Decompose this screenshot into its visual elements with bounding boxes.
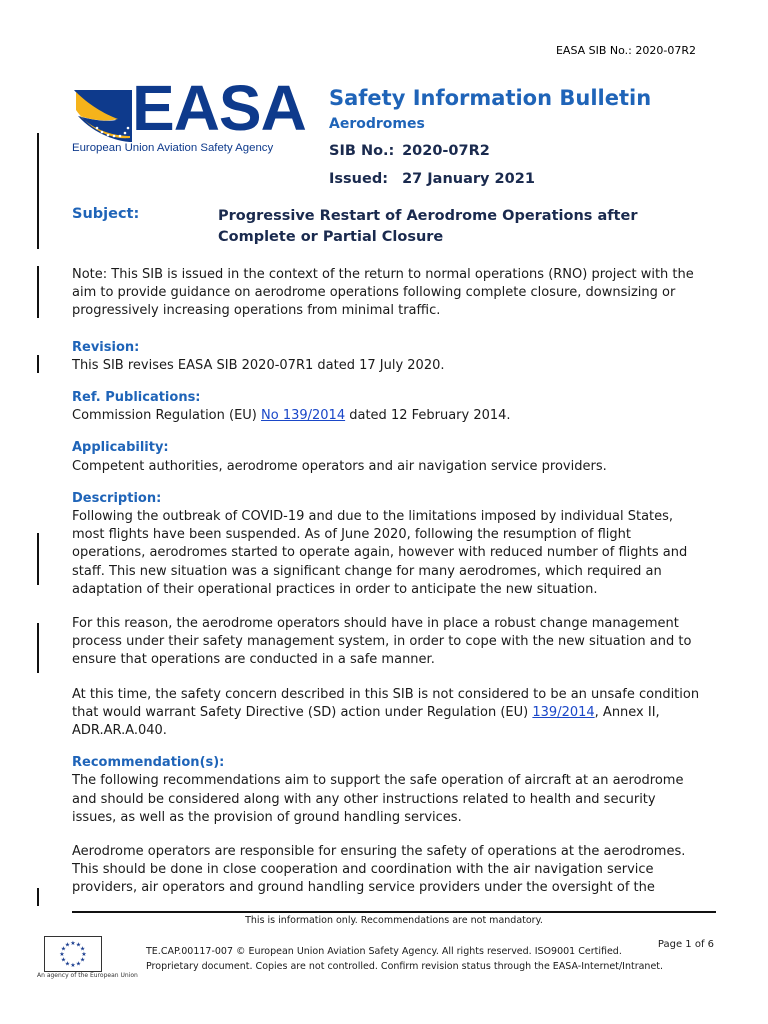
change-bar (37, 266, 39, 318)
description-heading: Description: (72, 490, 162, 506)
eu-star-icon: ★ (79, 956, 86, 964)
ref-publications-heading: Ref. Publications: (72, 390, 201, 406)
recommendation-paragraph-1: The following recommendations aim to support the safe operation of aircraft at an aerodrome and should be considered along with any other instructions related to health and security issues, as well as the provision of ground handling services. (72, 773, 684, 825)
subject-label: Subject: (72, 206, 140, 222)
eu-star-icon: ★ (75, 960, 82, 968)
sib-number-value: 2020-07R2 (402, 143, 490, 159)
revision-heading: Revision: (72, 339, 140, 355)
issued-value: 27 January 2021 (402, 171, 535, 187)
description-paragraph-2: For this reason, the aerodrome operators should have in place a robust change management process under their safety management system, in order to cope with the new situation and to ensure that operations are conducted in a safe manner. (72, 616, 692, 668)
eu-flag-icon (44, 936, 102, 972)
ref-publications-text (72, 407, 700, 425)
bulletin-body (72, 266, 700, 898)
sib-number-row (329, 140, 709, 162)
change-bar (37, 888, 39, 906)
ref-text-after: dated 12 February 2014. (345, 408, 511, 424)
eu-agency-caption: An agency of the European Union (37, 972, 138, 979)
ref-text-before: Commission Regulation (EU) (72, 408, 262, 424)
regulation-annex-link[interactable]: 139/2014 (532, 704, 595, 720)
bulletin-category: Aerodromes (329, 116, 425, 132)
footer-legal (146, 944, 663, 974)
footer-divider (72, 911, 716, 913)
agency-name: European Union Aviation Safety Agency (72, 142, 274, 154)
page-number: Page 1 of 6 (657, 939, 714, 950)
recommendation-paragraph-2: Aerodrome operators are responsible for ensuring the safety of operations at the aerodromes. This should be done in close cooperation and coordination with the air navigation service providers, air operators and ground handling service providers under the oversight of the (72, 844, 686, 896)
applicability-text: Competent authorities, aerodrome operators and air navigation service providers. (72, 458, 607, 474)
applicability-heading: Applicability: (72, 440, 169, 456)
regulation-link[interactable]: No 139/2014 (261, 408, 346, 424)
change-bar (37, 623, 39, 673)
eu-star-icon: ★ (60, 945, 67, 953)
footer-legal-line-1: TE.CAP.00117-007 © European Union Aviation Safety Agency. All rights reserved. ISO9001 Certified. (146, 946, 622, 957)
subject-text: Progressive Restart of Aerodrome Operations after Complete or Partial Closure (218, 208, 638, 245)
description-paragraph-1: Following the outbreak of COVID-19 and due to the limitations imposed by individual States, most flights have been suspended. As of June 2020, following the resumption of flight operations, aerodromes started to operate again, however with reduced number of flights and staff. This new situation was a significant change for many aerodromes, which required an adaptation of their operational practices in order to anticipate the new situation. (72, 509, 688, 597)
eu-star-icon: ★ (60, 956, 67, 964)
eu-star-icon: ★ (79, 945, 86, 953)
bulletin-title: Safety Information Bulletin (329, 86, 652, 110)
change-bar (37, 133, 39, 249)
issued-label: Issued: (329, 171, 388, 187)
eu-star-icon: ★ (70, 940, 76, 947)
logo-wordmark: EASA (132, 72, 306, 144)
sib-number-label: SIB No.: (329, 143, 395, 159)
issued-row (329, 168, 709, 190)
eu-star-icon: ★ (75, 941, 82, 949)
bulletin-header (329, 84, 709, 190)
change-bar (37, 355, 39, 373)
recommendation-heading: Recommendation(s): (72, 755, 225, 771)
description-paragraph-3 (72, 686, 700, 741)
change-bar (37, 533, 39, 585)
footer-note: This is information only. Recommendations are not mandatory. (245, 915, 543, 926)
desc-p3-before: At this time, the safety concern described in this SIB is not considered to be an unsafe condition that would warrant Safety Directive (SD) action under Regulation (EU) (72, 686, 700, 720)
eu-star-icon: ★ (81, 951, 87, 958)
eu-star-icon: ★ (70, 962, 76, 969)
eu-star-icon: ★ (64, 960, 71, 968)
eu-star-icon: ★ (64, 941, 71, 949)
easa-bird-icon (72, 86, 138, 146)
note-paragraph: Note: This SIB is issued in the context of the return to normal operations (RNO) project with the aim to provide guidance on aerodrome operations following complete closure, downsizing or progressively increasing operations from minimal traffic. (72, 267, 694, 319)
revision-text: This SIB revises EASA SIB 2020-07R1 dated 17 July 2020. (72, 357, 445, 373)
sib-reference: EASA SIB No.: 2020-07R2 (555, 44, 696, 57)
eu-star-icon: ★ (59, 951, 65, 958)
footer-legal-line-2: Proprietary document. Copies are not controlled. Confirm revision status through the EASA-Internet/Intranet. (146, 961, 664, 972)
easa-logo (72, 72, 306, 158)
desc-p3-after: , Annex II, ADR.AR.A.040. (72, 704, 660, 739)
